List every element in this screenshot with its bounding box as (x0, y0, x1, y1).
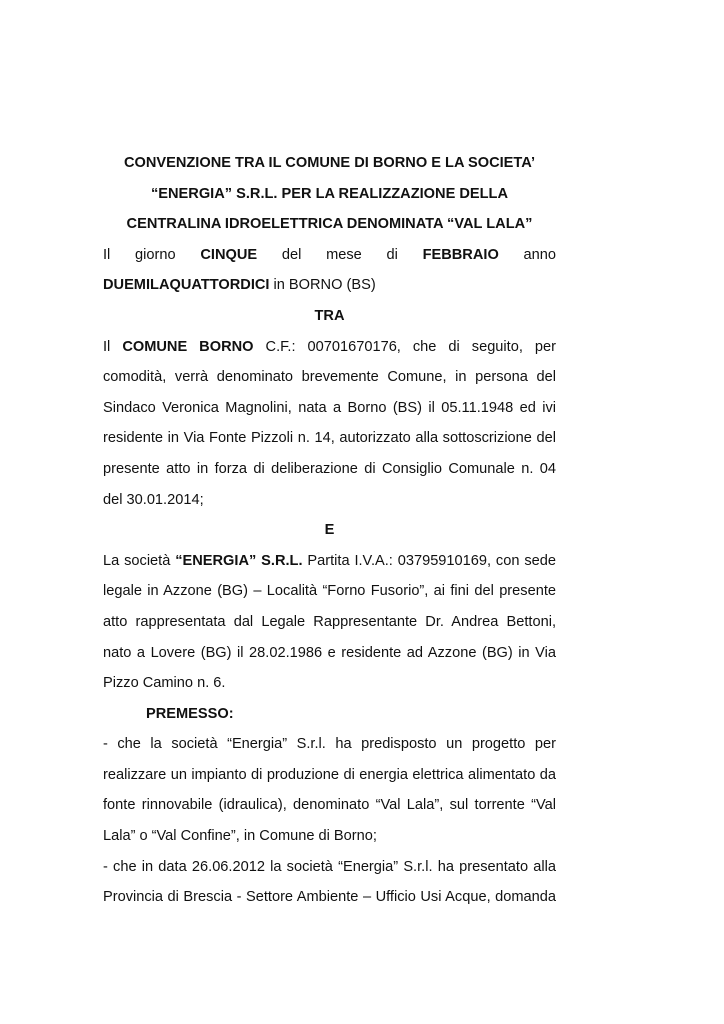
party2-name: “ENERGIA” S.R.L. (175, 552, 303, 569)
premessa-line: realizzare un impianto di produzione di energia elettrica alimentato da (103, 766, 556, 783)
date-place: in BORNO (BS) (269, 277, 376, 294)
date-word: del (281, 246, 302, 263)
party1-line: comodità, verrà denominato brevemente Comune, in persona del (103, 369, 556, 386)
party2-line (103, 546, 556, 577)
party1-line: presente atto in forza di deliberazione di Consiglio Comunale n. 04 (103, 460, 556, 477)
document-page (103, 148, 556, 913)
party1-line: Sindaco Veronica Magnolini, nata a Borno (BS) il 05.11.1948 ed ivi (103, 399, 556, 416)
e-heading: E (324, 522, 335, 539)
premessa-line: fonte rinnovabile (idraulica), denominato “Val Lala”, sul torrente “Val (103, 797, 556, 814)
premessa-line: - che in data 26.06.2012 la società “Energia” S.r.l. ha presentato alla (103, 858, 556, 875)
party2-line: Pizzo Camino n. 6. (103, 675, 226, 692)
date-word: giorno (135, 246, 176, 263)
party2-line: atto rappresentata dal Legale Rappresentante Dr. Andrea Bettoni, (103, 613, 556, 630)
party2-text: La società (103, 552, 176, 569)
party1-text: C.F.: 00701670176, che di seguito, per (253, 338, 556, 355)
party2-line: nato a Lovere (BG) il 28.02.1986 e residente ad Azzone (BG) in Via (103, 644, 556, 661)
party1-name: COMUNE BORNO (122, 338, 254, 355)
party1-text: Il (103, 338, 123, 355)
premessa-line: Lala” o “Val Confine”, in Comune di Borno; (103, 828, 377, 845)
date-word: mese (326, 246, 362, 263)
date-month: FEBBRAIO (422, 246, 499, 263)
party2-line: legale in Azzone (BG) – Località “Forno Fusorio”, ai fini del presente (103, 583, 556, 600)
title-line-2: “ENERGIA” S.R.L. PER LA REALIZZAZIONE DELLA (150, 185, 508, 202)
date-line (103, 240, 556, 271)
premessa-line: - che la società “Energia” S.r.l. ha predisposto un progetto per (103, 736, 556, 753)
party1-line: del 30.01.2014; (103, 491, 204, 508)
party2-text: Partita I.V.A.: 03795910169, con sede (302, 552, 556, 569)
date-word: Il (103, 246, 111, 263)
date-year: DUEMILAQUATTORDICI (103, 277, 270, 294)
date-word: anno (523, 246, 556, 263)
date-day: CINQUE (200, 246, 258, 263)
title-line-3: CENTRALINA IDROELETTRICA DENOMINATA “VAL LALA” (126, 216, 533, 233)
date-word: di (386, 246, 398, 263)
premessa-line: Provincia di Brescia - Settore Ambiente – Ufficio Usi Acque, domanda (103, 889, 556, 906)
tra-heading: TRA (314, 307, 345, 324)
party1-line (103, 332, 556, 363)
party1-line: residente in Via Fonte Pizzoli n. 14, autorizzato alla sottoscrizione del (103, 430, 556, 447)
year-place-line (103, 270, 556, 301)
premesso-heading: PREMESSO: (146, 705, 234, 722)
title-line-1: CONVENZIONE TRA IL COMUNE DI BORNO E LA SOCIETA’ (123, 155, 536, 171)
